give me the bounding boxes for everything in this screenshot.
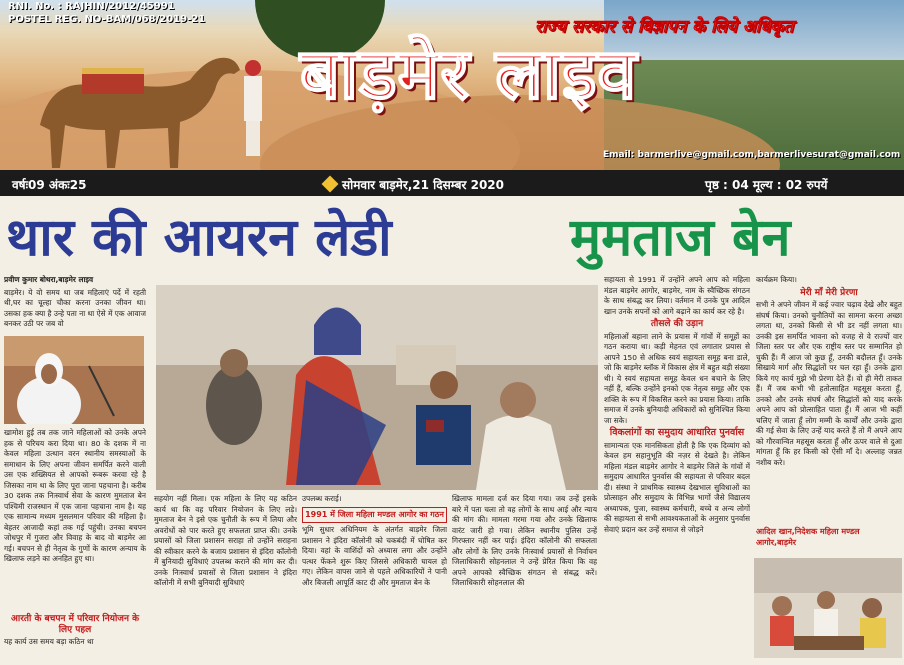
newspaper-name: बाड़मेर लाइव [300, 33, 638, 115]
subheading: मेरी माँ मेरी प्रेरणा [800, 287, 858, 298]
subheading: तौसले की उड़ान [650, 319, 704, 329]
paragraph: कार्यक्रम किया। [756, 275, 797, 284]
article-column-1-bottom [4, 612, 146, 662]
byline: प्रवीण कुमार बोथरा,बाड़मेर लाइव [4, 275, 94, 284]
paragraph: खामोश हुई तब तक जाने महिलाओं को उनके अपने हक से परिचय करा दिया था। 80 के दशक में ना केवल महिला उत्थान वरन स्थानीय समस्याओं के समाधान के लिए अपना जीवन समर्पित करने वाली उस एक शख्सियत से आपको रूबरू करवा रहे है जिसका नाम था के लिए पूरा जाना पहचाना है। करीब 30 दशक तक निःस्वार्थ सेवा के कारण मुमताज बेन पश्चिमी राजस्थान में एक जाना पहचाना नाम है। यह एक सामान्य मध्यम मुसलमान परिवार की महिला है। बेहतर आजादी कहां तक गई पहुंची। उनका बचपन जोधपुर में गुजरा और विवाह के बाद वो बाड़मेर आ गई। बचपन से ही नेतृत्व के गुणों के कारण अन्याय के खिलाफ लड़ने का अनहित हुए था। [4, 428, 146, 563]
article-column-6 [756, 275, 902, 525]
man-image [236, 58, 270, 158]
article-column-2 [154, 494, 297, 662]
author-byline: आदिल खान,निदेशक महिला मण्डल आगोर,बाड़मेर [756, 527, 860, 547]
paragraph: यह कार्य उस समय बड़ा कठिन था [4, 637, 94, 646]
headline-part-2: मुमताज बेन [570, 208, 791, 268]
issue-date-wrap [318, 176, 504, 193]
paragraph: उपलब्ध कराई। [302, 494, 342, 503]
pen-icon [322, 176, 339, 193]
masthead-tagline: राज्य सरकार से विज्ञापन के लिये अधिकृत [535, 17, 794, 37]
postal-number: POSTEL REG. NO-BAM/068/2019-21 [8, 14, 206, 25]
paragraph: भूमि सुधार अधिनियम के अंतर्गत बाड़मेर जिला प्रशासन ने इंदिरा कॉलोनी को चकबंदी में घोषित कर दिया। वहां के वाशिंदों को अध्यास लगा और उन्होंने पत्थर फेंकने शुरू किए जिससे अधिकारी घायल हो गए। लेकिन वापस जाने से पहले अधिकारियों ने पानी और बिजली आपूर्ति काट दी और मुमताज बेन के [302, 525, 447, 587]
rni-number: RNI. No. : RAJHIN/2012/45991 [8, 1, 175, 12]
article-column-3 [302, 494, 447, 662]
page-price: पृष्ठ : 04 मूल्य : 02 रुपयें [705, 178, 828, 192]
subheading: आरती के बचपन में परिवार नियोजन के लिए पहल [11, 614, 139, 635]
speaker-photo [4, 336, 144, 424]
paragraph: सभी ने अपने जीवन में कई ज्वार चढ़ाव देखे और बहुत संघर्ष किया। उनको चुनौतियों का सामना करना अच्छा लगता था, उनको किसी से भी डर नहीं लगता था। उनकी इस समर्पित भावना को वजह से वे राज्यों वार जिला स्तर पर और एक राष्ट्रीय स्तर पर सम्मानित हो चुकी हैं। मैं आज जो कुछ हूँ, उनकी बदौलत हूँ। उनके सिखाये मार्ग और सिद्धांतों पर चल रहा हूँ। उनके द्वारा किये गए कार्य मुझे भी प्रेरणा देते हैं। वो ही मेरी ताकत हैं। मैं जब कभी भी हतोत्साहित महसूस करता हूँ, उनको और उनके संघर्ष और सिद्धांतों को याद करके अपने आप को प्रोत्साहित पाता हूँ। मैं आज भी कहीं चलिए में जाता हूँ लोग मम्मी के कार्यों और उनके द्वारा की गई सेवा के लिए उन्हें याद करते हैं तो मैं अपने आप को गौरवान्वित महसूस करता हूँ और ऊपर वाले से दुआ मांगता हूँ कि हर किसी को ऐसी माँ दे। अल्लाह जन्नत नशीब करे। [756, 300, 902, 467]
article-column-1-top [4, 275, 146, 335]
masthead-email: Email: barmerlive@gmail.com,barmerlivesurat@gmail.com [603, 150, 901, 160]
volume-issue: वर्षः09 अंकः25 [12, 178, 87, 192]
article-column-4 [452, 494, 597, 662]
headline [0, 200, 904, 272]
main-photo [156, 285, 598, 490]
paragraph: महिलाओं बहाना लाने के प्रयास में गांवों में समूहों का गठन कराया था। कड़ी मेहनत एवं लगातार प्रयास से आपने 150 से अधिक स्वयं सहायता समूह बना डाले, जो कि बाड़मेर ब्लॉक में विकास क्षेत्र में बहुत बड़ी संख्या थी। ये स्वयं सहायता समूह केवल धन बचाने के लिए नहीं हैं, बल्कि उन्होंने इनको एक नेतृत्व समूह और एक शक्ति के रूप में विकसित करने का प्रयास किया। ताकि समाज में उनके बुनियादी अधिकारों को सुनिश्चित किया जा सके। [604, 331, 750, 425]
paragraph: बाड़मेर। ये वो समय था जब महिलाएं पर्दे में रहती थी,घर का चूल्हा चौका करना उनका जीवन था। उसका हक क्या है उन्हे पता ना था ऐसे में एक आवाज बनकर उठी पर जब वो [4, 287, 146, 328]
paragraph: खिलाफ मामला दर्ज कर दिया गया। जब उन्हें इसके बारे में पता चला तो वह लोगों के साथ आई और न्याय की मांग की। मामला गरमा गया और उनके खिलाफ वारंट जारी हो गया। लेकिन स्थानीय पुलिस उन्हें गिरफ्तार नहीं कर पाई। इंदिरा कॉलोनी की सफलता और लोगों के लिए उनके निःस्वार्थ प्रयासों से निर्वाचन जिलाधिकारी सोहनलाल ने उन्हें प्रेरित किया कि वह अपने आपको स्वैच्छिक संगठन से संबद्ध करें। जिलाधिकारी सोहनलाल की [452, 494, 597, 587]
article-column-5 [604, 275, 750, 662]
issue-date: सोमवार बाड़मेर,21 दिसम्बर 2020 [342, 178, 504, 192]
paragraph: सामान्यतः एक मानसिकता होती है कि एक दिव्यांग को केवल हम सहानुभूति की नज़र से देखते है। लेकिन महिला मंडल बाड़मेर आगोर ने बाड़मेर जिले के गांवों में समुदाय आधारित पुनर्वास की सहायता से परिवार बदल दी। संस्था ने प्राथमिक स्वास्थ्य देखभाल सुविधाओं का प्रोत्साहन और समुदाय के विभिन्न भागों जैसे विद्यालय अध्यापक, पुजा, स्वास्थ्य कर्मचारी, बच्चे व अन्य लोगों की सहायता से सभी आवश्यकताओं के अनुसार पुनर्वास सेवाएं प्रदान कर उन्हें समाज से जोड़ने [604, 440, 750, 534]
masthead [0, 0, 904, 170]
registration-numbers [8, 0, 205, 26]
paragraph: सहयोग नहीं मिला। एक महिला के लिए यह कठिन कार्य था कि वह परिवार नियोजन के लिए लड़े। मुमताज बेन ने इसे एक चुनौती के रूप में लिया और अवरोधों को पार करते हुए सफलता प्राप्त की। उनके प्रयासों को जिला प्रशासन सराहा तो उन्होंने सराहना की स्वीकार करने के बजाय प्रशासन से इंदिरा कॉलोनी में बुनियादी सुविधाएं उपलब्ध कराने की मांग कर दी। उनके निःस्वार्थ प्रयासों से जिला प्रशासन ने इंदिरा कॉलोनी में सभी बुनियादी सुविधाएं [154, 494, 297, 587]
meeting-photo [754, 558, 902, 658]
issue-info-bar [0, 170, 904, 196]
camel-image [20, 30, 250, 170]
headline-part-1: थार की आयरन लेडी [6, 208, 392, 268]
subheading: विकलांगों का समुदाय आधारित पुनर्वास [609, 427, 745, 438]
subheading: 1991 में जिला महिला मण्डल आगोर का गठन [302, 507, 447, 524]
article-column-1 [4, 428, 146, 610]
paragraph: सहायता से 1991 में उन्होंने अपने आप को महिला मंडल बाड़मेर आगोर, बाड़मेर, नाम के स्वैच्छिक संगठन के साथ संबद्ध कर लिया। वर्तमान में उनके पुत्र आदिल खान उनके सपनों को आगे बढ़ाने का कार्य कर रहे है। [604, 275, 750, 316]
